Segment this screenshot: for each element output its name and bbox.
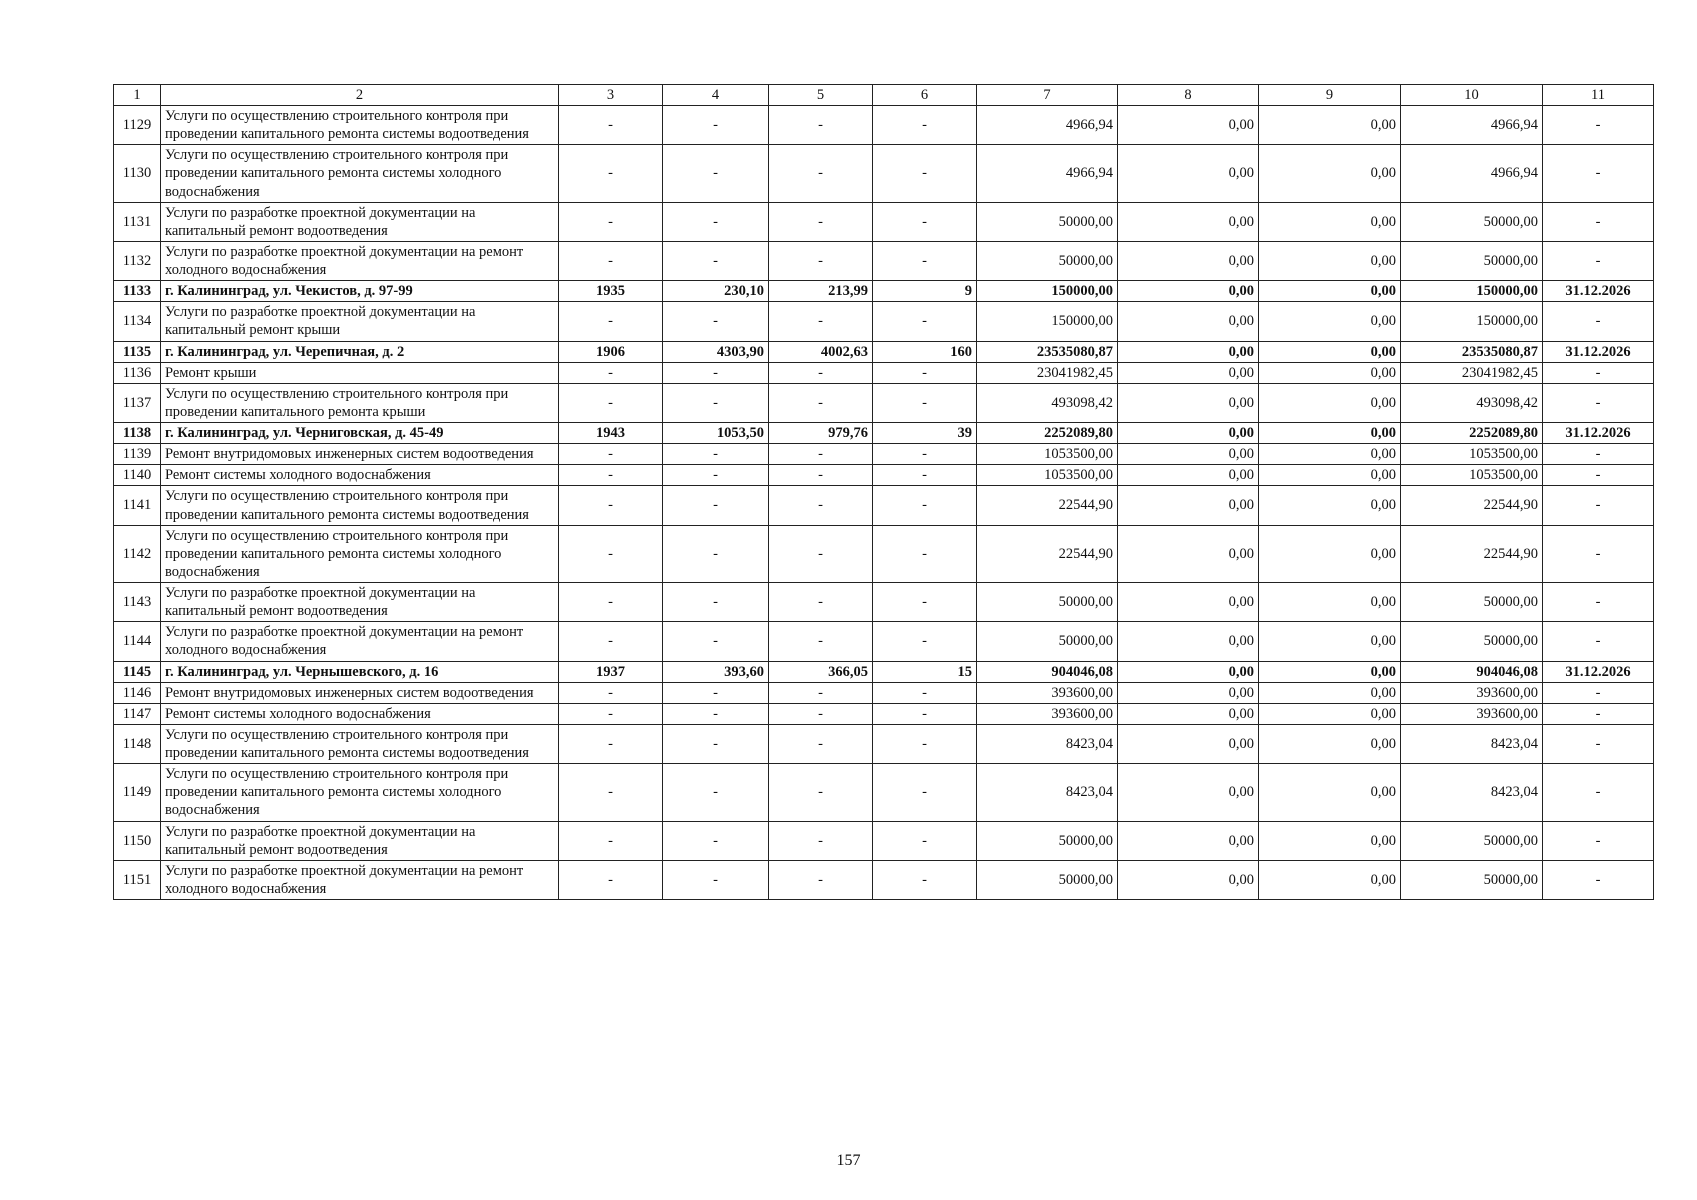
owner-funds-cell: 0,00 — [1259, 486, 1401, 525]
year-built-cell: - — [559, 525, 663, 582]
regional-funds-cell: 50000,00 — [1401, 622, 1543, 661]
living-area-cell: - — [769, 241, 873, 280]
row-number: 1140 — [114, 465, 161, 486]
year-built-cell: - — [559, 724, 663, 763]
year-built-cell: - — [559, 682, 663, 703]
deadline-cell: - — [1543, 486, 1654, 525]
total-cost-cell: 150000,00 — [977, 281, 1118, 302]
owner-funds-cell: 0,00 — [1259, 106, 1401, 145]
total-cost-cell: 22544,90 — [977, 525, 1118, 582]
owner-funds-cell: 0,00 — [1259, 281, 1401, 302]
deadline-cell: - — [1543, 465, 1654, 486]
row-description: Услуги по разработке проектной документации на ремонт холодного водоснабжения — [161, 241, 559, 280]
row-description: Ремонт крыши — [161, 362, 559, 383]
total-area-cell: - — [663, 724, 769, 763]
row-number: 1133 — [114, 281, 161, 302]
repair-program-table — [113, 84, 1654, 900]
table-row — [114, 703, 1654, 724]
row-description: г. Калининград, ул. Чернышевского, д. 16 — [161, 661, 559, 682]
year-built-cell: - — [559, 860, 663, 899]
table-row — [114, 764, 1654, 821]
row-description: Услуги по осуществлению строительного контроля при проведении капитального ремонта системы холодного водоснабжения — [161, 145, 559, 202]
fund-cell: 0,00 — [1118, 860, 1259, 899]
row-description: Услуги по разработке проектной документации на капитальный ремонт водоотведения — [161, 202, 559, 241]
total-cost-cell: 4966,94 — [977, 106, 1118, 145]
table-row — [114, 860, 1654, 899]
row-description: Услуги по разработке проектной документации на капитальный ремонт водоотведения — [161, 583, 559, 622]
table-row — [114, 106, 1654, 145]
total-area-cell: - — [663, 241, 769, 280]
year-built-cell: 1935 — [559, 281, 663, 302]
total-area-cell: - — [663, 703, 769, 724]
owner-funds-cell: 0,00 — [1259, 860, 1401, 899]
residents-cell: - — [873, 525, 977, 582]
living-area-cell: - — [769, 724, 873, 763]
total-area-cell: - — [663, 486, 769, 525]
regional-funds-cell: 4966,94 — [1401, 145, 1543, 202]
total-cost-cell: 50000,00 — [977, 202, 1118, 241]
fund-cell: 0,00 — [1118, 383, 1259, 422]
fund-cell: 0,00 — [1118, 703, 1259, 724]
row-number: 1134 — [114, 302, 161, 341]
column-header: 3 — [559, 85, 663, 106]
table-row — [114, 682, 1654, 703]
living-area-cell: 4002,63 — [769, 341, 873, 362]
living-area-cell: - — [769, 465, 873, 486]
row-number: 1141 — [114, 486, 161, 525]
total-area-cell: - — [663, 682, 769, 703]
year-built-cell: - — [559, 622, 663, 661]
fund-cell: 0,00 — [1118, 362, 1259, 383]
fund-cell: 0,00 — [1118, 423, 1259, 444]
deadline-cell: - — [1543, 383, 1654, 422]
regional-funds-cell: 4966,94 — [1401, 106, 1543, 145]
table-row — [114, 622, 1654, 661]
total-area-cell: - — [663, 302, 769, 341]
owner-funds-cell: 0,00 — [1259, 444, 1401, 465]
fund-cell: 0,00 — [1118, 583, 1259, 622]
deadline-cell: 31.12.2026 — [1543, 341, 1654, 362]
residents-cell: 39 — [873, 423, 977, 444]
table-row — [114, 444, 1654, 465]
row-description: г. Калининград, ул. Черниговская, д. 45-49 — [161, 423, 559, 444]
owner-funds-cell: 0,00 — [1259, 703, 1401, 724]
residents-cell: 160 — [873, 341, 977, 362]
fund-cell: 0,00 — [1118, 525, 1259, 582]
fund-cell: 0,00 — [1118, 622, 1259, 661]
row-number: 1137 — [114, 383, 161, 422]
owner-funds-cell: 0,00 — [1259, 583, 1401, 622]
regional-funds-cell: 150000,00 — [1401, 302, 1543, 341]
deadline-cell: - — [1543, 302, 1654, 341]
row-number: 1149 — [114, 764, 161, 821]
deadline-cell: - — [1543, 703, 1654, 724]
table-body — [114, 106, 1654, 900]
table-row — [114, 583, 1654, 622]
total-cost-cell: 50000,00 — [977, 821, 1118, 860]
year-built-cell: 1937 — [559, 661, 663, 682]
regional-funds-cell: 8423,04 — [1401, 724, 1543, 763]
total-area-cell: 4303,90 — [663, 341, 769, 362]
column-header: 2 — [161, 85, 559, 106]
row-number: 1136 — [114, 362, 161, 383]
regional-funds-cell: 50000,00 — [1401, 202, 1543, 241]
table-row — [114, 383, 1654, 422]
living-area-cell: - — [769, 202, 873, 241]
residents-cell: - — [873, 724, 977, 763]
table-row — [114, 661, 1654, 682]
deadline-cell: 31.12.2026 — [1543, 661, 1654, 682]
deadline-cell: - — [1543, 145, 1654, 202]
living-area-cell: 213,99 — [769, 281, 873, 302]
table-row — [114, 821, 1654, 860]
column-header: 11 — [1543, 85, 1654, 106]
row-description: Услуги по осуществлению строительного контроля при проведении капитального ремонта системы водоотведения — [161, 486, 559, 525]
year-built-cell: - — [559, 302, 663, 341]
year-built-cell: 1906 — [559, 341, 663, 362]
regional-funds-cell: 50000,00 — [1401, 583, 1543, 622]
owner-funds-cell: 0,00 — [1259, 383, 1401, 422]
living-area-cell: - — [769, 362, 873, 383]
row-description: Ремонт системы холодного водоснабжения — [161, 703, 559, 724]
table-row — [114, 465, 1654, 486]
deadline-cell: - — [1543, 525, 1654, 582]
total-cost-cell: 1053500,00 — [977, 465, 1118, 486]
total-area-cell: - — [663, 106, 769, 145]
year-built-cell: - — [559, 106, 663, 145]
column-header: 8 — [1118, 85, 1259, 106]
total-cost-cell: 904046,08 — [977, 661, 1118, 682]
living-area-cell: - — [769, 444, 873, 465]
table-row — [114, 302, 1654, 341]
column-header: 9 — [1259, 85, 1401, 106]
column-number-row — [114, 85, 1654, 106]
row-description: г. Калининград, ул. Черепичная, д. 2 — [161, 341, 559, 362]
living-area-cell: - — [769, 583, 873, 622]
row-number: 1135 — [114, 341, 161, 362]
regional-funds-cell: 1053500,00 — [1401, 465, 1543, 486]
total-area-cell: - — [663, 145, 769, 202]
deadline-cell: - — [1543, 764, 1654, 821]
owner-funds-cell: 0,00 — [1259, 661, 1401, 682]
total-cost-cell: 1053500,00 — [977, 444, 1118, 465]
residents-cell: - — [873, 383, 977, 422]
residents-cell: - — [873, 860, 977, 899]
year-built-cell: - — [559, 821, 663, 860]
regional-funds-cell: 23535080,87 — [1401, 341, 1543, 362]
year-built-cell: - — [559, 241, 663, 280]
deadline-cell: - — [1543, 202, 1654, 241]
total-area-cell: 393,60 — [663, 661, 769, 682]
row-description: Услуги по осуществлению строительного контроля при проведении капитального ремонта системы водоотведения — [161, 106, 559, 145]
regional-funds-cell: 22544,90 — [1401, 525, 1543, 582]
total-area-cell: - — [663, 202, 769, 241]
row-description: Услуги по разработке проектной документации на ремонт холодного водоснабжения — [161, 622, 559, 661]
total-area-cell: - — [663, 583, 769, 622]
row-description: Ремонт внутридомовых инженерных систем водоотведения — [161, 682, 559, 703]
row-number: 1145 — [114, 661, 161, 682]
total-area-cell: - — [663, 465, 769, 486]
row-number: 1138 — [114, 423, 161, 444]
row-number: 1143 — [114, 583, 161, 622]
residents-cell: - — [873, 106, 977, 145]
owner-funds-cell: 0,00 — [1259, 724, 1401, 763]
year-built-cell: - — [559, 465, 663, 486]
column-header: 10 — [1401, 85, 1543, 106]
table-row — [114, 525, 1654, 582]
living-area-cell: - — [769, 302, 873, 341]
fund-cell: 0,00 — [1118, 281, 1259, 302]
row-description: Услуги по осуществлению строительного контроля при проведении капитального ремонта системы водоотведения — [161, 724, 559, 763]
deadline-cell: 31.12.2026 — [1543, 423, 1654, 444]
column-header: 7 — [977, 85, 1118, 106]
fund-cell: 0,00 — [1118, 764, 1259, 821]
living-area-cell: - — [769, 703, 873, 724]
residents-cell: - — [873, 145, 977, 202]
regional-funds-cell: 50000,00 — [1401, 860, 1543, 899]
residents-cell: - — [873, 622, 977, 661]
deadline-cell: - — [1543, 362, 1654, 383]
deadline-cell: - — [1543, 241, 1654, 280]
year-built-cell: - — [559, 145, 663, 202]
row-description: Ремонт внутридомовых инженерных систем водоотведения — [161, 444, 559, 465]
total-cost-cell: 2252089,80 — [977, 423, 1118, 444]
owner-funds-cell: 0,00 — [1259, 202, 1401, 241]
row-description: Услуги по разработке проектной документации на капитальный ремонт водоотведения — [161, 821, 559, 860]
residents-cell: - — [873, 362, 977, 383]
page-number: 157 — [836, 1152, 861, 1169]
regional-funds-cell: 22544,90 — [1401, 486, 1543, 525]
row-number: 1131 — [114, 202, 161, 241]
row-description: Ремонт системы холодного водоснабжения — [161, 465, 559, 486]
total-area-cell: - — [663, 622, 769, 661]
total-area-cell: 1053,50 — [663, 423, 769, 444]
fund-cell: 0,00 — [1118, 145, 1259, 202]
fund-cell: 0,00 — [1118, 241, 1259, 280]
column-header: 6 — [873, 85, 977, 106]
owner-funds-cell: 0,00 — [1259, 764, 1401, 821]
residents-cell: 9 — [873, 281, 977, 302]
year-built-cell: - — [559, 486, 663, 525]
fund-cell: 0,00 — [1118, 302, 1259, 341]
row-description: Услуги по осуществлению строительного контроля при проведении капитального ремонта системы холодного водоснабжения — [161, 764, 559, 821]
deadline-cell: - — [1543, 622, 1654, 661]
residents-cell: - — [873, 821, 977, 860]
regional-funds-cell: 8423,04 — [1401, 764, 1543, 821]
living-area-cell: 979,76 — [769, 423, 873, 444]
regional-funds-cell: 493098,42 — [1401, 383, 1543, 422]
year-built-cell: - — [559, 444, 663, 465]
table-row — [114, 423, 1654, 444]
table-row — [114, 341, 1654, 362]
total-area-cell: - — [663, 362, 769, 383]
total-cost-cell: 50000,00 — [977, 241, 1118, 280]
row-number: 1151 — [114, 860, 161, 899]
total-cost-cell: 50000,00 — [977, 622, 1118, 661]
total-cost-cell: 493098,42 — [977, 383, 1118, 422]
residents-cell: - — [873, 764, 977, 821]
deadline-cell: - — [1543, 724, 1654, 763]
owner-funds-cell: 0,00 — [1259, 682, 1401, 703]
owner-funds-cell: 0,00 — [1259, 145, 1401, 202]
row-description: Услуги по осуществлению строительного контроля при проведении капитального ремонта крыши — [161, 383, 559, 422]
row-number: 1147 — [114, 703, 161, 724]
table-row — [114, 486, 1654, 525]
total-cost-cell: 8423,04 — [977, 724, 1118, 763]
total-cost-cell: 150000,00 — [977, 302, 1118, 341]
row-number: 1139 — [114, 444, 161, 465]
fund-cell: 0,00 — [1118, 465, 1259, 486]
owner-funds-cell: 0,00 — [1259, 423, 1401, 444]
table-row — [114, 724, 1654, 763]
total-cost-cell: 22544,90 — [977, 486, 1118, 525]
residents-cell: 15 — [873, 661, 977, 682]
residents-cell: - — [873, 465, 977, 486]
living-area-cell: - — [769, 860, 873, 899]
year-built-cell: - — [559, 383, 663, 422]
total-area-cell: 230,10 — [663, 281, 769, 302]
owner-funds-cell: 0,00 — [1259, 241, 1401, 280]
deadline-cell: - — [1543, 682, 1654, 703]
deadline-cell: - — [1543, 860, 1654, 899]
living-area-cell: - — [769, 106, 873, 145]
row-description: Услуги по разработке проектной документации на капитальный ремонт крыши — [161, 302, 559, 341]
year-built-cell: - — [559, 583, 663, 622]
column-header: 1 — [114, 85, 161, 106]
fund-cell: 0,00 — [1118, 821, 1259, 860]
row-number: 1146 — [114, 682, 161, 703]
total-cost-cell: 393600,00 — [977, 703, 1118, 724]
deadline-cell: - — [1543, 821, 1654, 860]
fund-cell: 0,00 — [1118, 341, 1259, 362]
regional-funds-cell: 2252089,80 — [1401, 423, 1543, 444]
deadline-cell: 31.12.2026 — [1543, 281, 1654, 302]
living-area-cell: - — [769, 525, 873, 582]
total-area-cell: - — [663, 525, 769, 582]
residents-cell: - — [873, 583, 977, 622]
year-built-cell: - — [559, 703, 663, 724]
living-area-cell: - — [769, 682, 873, 703]
total-cost-cell: 50000,00 — [977, 860, 1118, 899]
row-description: г. Калининград, ул. Чекистов, д. 97-99 — [161, 281, 559, 302]
residents-cell: - — [873, 202, 977, 241]
owner-funds-cell: 0,00 — [1259, 341, 1401, 362]
row-number: 1132 — [114, 241, 161, 280]
regional-funds-cell: 904046,08 — [1401, 661, 1543, 682]
table-row — [114, 145, 1654, 202]
column-header: 4 — [663, 85, 769, 106]
total-area-cell: - — [663, 764, 769, 821]
fund-cell: 0,00 — [1118, 444, 1259, 465]
year-built-cell: - — [559, 362, 663, 383]
owner-funds-cell: 0,00 — [1259, 821, 1401, 860]
residents-cell: - — [873, 682, 977, 703]
total-cost-cell: 393600,00 — [977, 682, 1118, 703]
living-area-cell: - — [769, 622, 873, 661]
fund-cell: 0,00 — [1118, 724, 1259, 763]
living-area-cell: - — [769, 764, 873, 821]
regional-funds-cell: 50000,00 — [1401, 821, 1543, 860]
living-area-cell: - — [769, 821, 873, 860]
total-area-cell: - — [663, 821, 769, 860]
row-number: 1129 — [114, 106, 161, 145]
residents-cell: - — [873, 486, 977, 525]
year-built-cell: - — [559, 202, 663, 241]
row-number: 1150 — [114, 821, 161, 860]
year-built-cell: 1943 — [559, 423, 663, 444]
residents-cell: - — [873, 302, 977, 341]
row-description: Услуги по осуществлению строительного контроля при проведении капитального ремонта системы холодного водоснабжения — [161, 525, 559, 582]
table-row — [114, 202, 1654, 241]
residents-cell: - — [873, 444, 977, 465]
table-row — [114, 362, 1654, 383]
table-row — [114, 241, 1654, 280]
total-cost-cell: 4966,94 — [977, 145, 1118, 202]
fund-cell: 0,00 — [1118, 486, 1259, 525]
fund-cell: 0,00 — [1118, 106, 1259, 145]
owner-funds-cell: 0,00 — [1259, 362, 1401, 383]
regional-funds-cell: 23041982,45 — [1401, 362, 1543, 383]
total-area-cell: - — [663, 383, 769, 422]
regional-funds-cell: 150000,00 — [1401, 281, 1543, 302]
living-area-cell: - — [769, 383, 873, 422]
regional-funds-cell: 50000,00 — [1401, 241, 1543, 280]
fund-cell: 0,00 — [1118, 202, 1259, 241]
regional-funds-cell: 1053500,00 — [1401, 444, 1543, 465]
row-number: 1142 — [114, 525, 161, 582]
table-row — [114, 281, 1654, 302]
owner-funds-cell: 0,00 — [1259, 465, 1401, 486]
deadline-cell: - — [1543, 444, 1654, 465]
total-area-cell: - — [663, 860, 769, 899]
total-cost-cell: 50000,00 — [977, 583, 1118, 622]
row-number: 1148 — [114, 724, 161, 763]
deadline-cell: - — [1543, 106, 1654, 145]
living-area-cell: - — [769, 145, 873, 202]
regional-funds-cell: 393600,00 — [1401, 682, 1543, 703]
residents-cell: - — [873, 241, 977, 280]
column-header: 5 — [769, 85, 873, 106]
deadline-cell: - — [1543, 583, 1654, 622]
living-area-cell: 366,05 — [769, 661, 873, 682]
row-number: 1130 — [114, 145, 161, 202]
fund-cell: 0,00 — [1118, 661, 1259, 682]
owner-funds-cell: 0,00 — [1259, 302, 1401, 341]
total-cost-cell: 8423,04 — [977, 764, 1118, 821]
row-description: Услуги по разработке проектной документации на ремонт холодного водоснабжения — [161, 860, 559, 899]
total-cost-cell: 23535080,87 — [977, 341, 1118, 362]
regional-funds-cell: 393600,00 — [1401, 703, 1543, 724]
fund-cell: 0,00 — [1118, 682, 1259, 703]
owner-funds-cell: 0,00 — [1259, 622, 1401, 661]
row-number: 1144 — [114, 622, 161, 661]
residents-cell: - — [873, 703, 977, 724]
owner-funds-cell: 0,00 — [1259, 525, 1401, 582]
living-area-cell: - — [769, 486, 873, 525]
total-area-cell: - — [663, 444, 769, 465]
year-built-cell: - — [559, 764, 663, 821]
total-cost-cell: 23041982,45 — [977, 362, 1118, 383]
